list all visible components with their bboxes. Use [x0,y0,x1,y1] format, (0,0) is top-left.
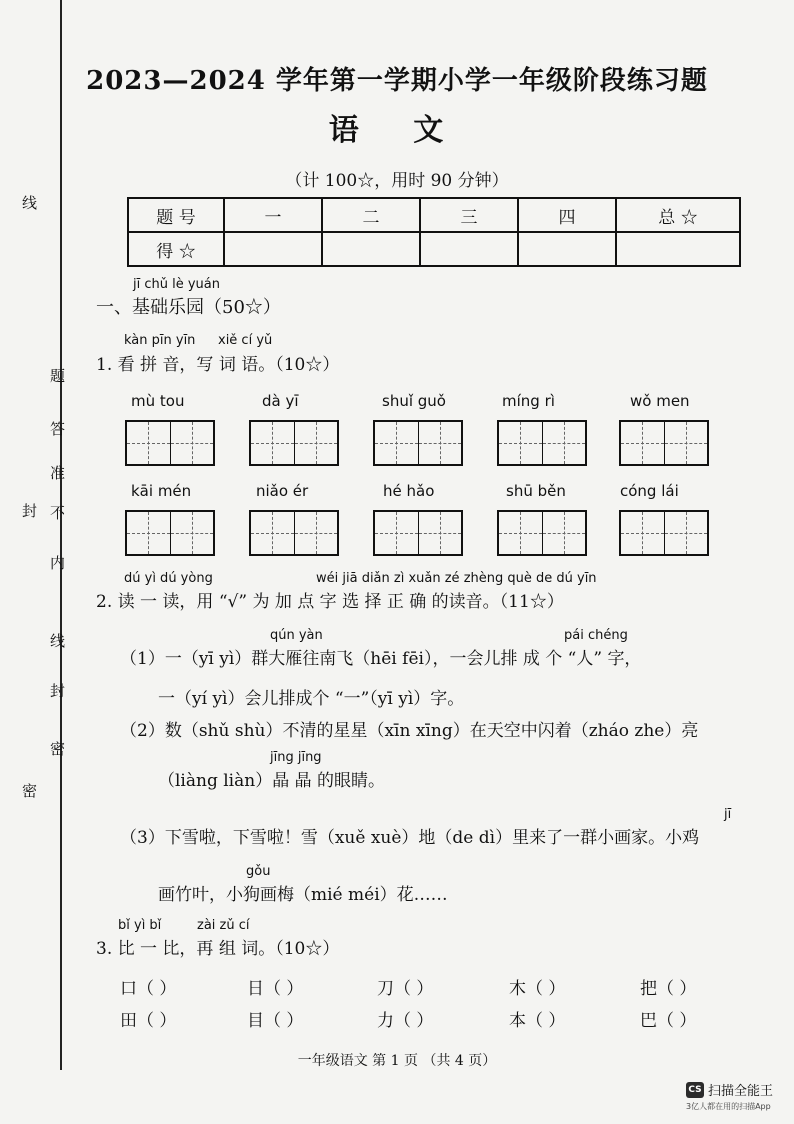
word-pinyin: dà yī [262,392,299,410]
q2-pinyin: gǒu [246,864,271,879]
score-cell: 三 [420,198,518,232]
q2-passage-line: （3）下雪啦，下雪啦！雪（xuě xuè）地（de dì）里来了一群小画家。小鸡 [120,828,700,848]
section-title: 一、基础乐园（50☆） [96,297,281,318]
exam-title: 2023—2024 学年第一学期小学一年级阶段练习题 [86,66,708,96]
score-cell: 总 ☆ [616,198,740,232]
score-input-cell[interactable] [518,232,616,266]
q3-blank[interactable]: 刀（ ） [377,979,434,999]
binding-line [60,0,62,1070]
q2-passage-line: 一（yí yì）会儿排成个 “一”（yī yì）字。 [158,689,465,709]
word-pinyin: hé hǎo [383,482,435,500]
tianzige-box[interactable] [619,420,709,466]
tianzige-box[interactable] [619,510,709,556]
q1-pinyin: xiě cí yǔ [218,333,273,348]
seal-char: 答 [50,420,66,438]
seal-char: 封 [22,502,38,520]
q3-blank[interactable]: 本（ ） [509,1011,566,1031]
q2-prompt: 2. 读 一 读，用 “√” 为 加 点 字 选 择 正 确 的读音。（11☆） [96,592,564,612]
scanner-badge [686,1080,773,1099]
score-input-cell[interactable] [224,232,322,266]
scanner-brand: 扫描全能王 [708,1084,774,1099]
score-table-score-row [128,232,740,266]
q2-pinyin: pái chéng [564,628,628,643]
page-footer: 一年级语文 第 1 页 （共 4 页） [297,1053,497,1069]
score-input-cell[interactable] [420,232,518,266]
score-table [127,197,741,267]
camscanner-logo-icon: CS [686,1082,704,1098]
seal-char: 密 [22,782,38,800]
score-cell: 四 [518,198,616,232]
word-pinyin: kāi mén [131,482,192,500]
q1-pinyin: kàn pīn yīn [124,333,196,348]
tianzige-box[interactable] [373,420,463,466]
score-note: （计 100☆，用时 90 分钟） [285,171,509,191]
tianzige-box[interactable] [249,510,339,556]
seal-char: 线 [50,632,66,650]
q3-blank[interactable]: 日（ ） [247,979,304,999]
seal-char: 密 [50,740,66,758]
word-pinyin: wǒ men [630,392,690,410]
q2-pinyin: jīng jīng [270,750,322,765]
scanner-tagline: 3亿人都在用的扫描App [686,1102,771,1111]
word-pinyin: míng rì [502,392,555,410]
word-pinyin: shuǐ guǒ [382,392,446,410]
tianzige-box[interactable] [125,420,215,466]
tianzige-box[interactable] [497,420,587,466]
score-cell: 一 [224,198,322,232]
q2-passage-line: （2）数（shǔ shù）不清的星星（xīn xīng）在天空中闪着（zháo zhe）亮 [120,721,699,741]
q2-passage-line: 画竹叶，小狗画梅（mié méi）花…… [158,885,448,905]
q2-pinyin: wéi jiā diǎn zì xuǎn zé zhèng què de dú yīn [316,571,597,586]
word-pinyin: mù tou [131,392,185,410]
seal-char: 内 [50,554,66,572]
score-input-cell[interactable] [616,232,740,266]
q2-passage-line: （liàng liàn）晶 晶 的眼睛。 [158,771,386,791]
score-cell: 二 [322,198,420,232]
tianzige-box[interactable] [249,420,339,466]
tianzige-box[interactable] [373,510,463,556]
q1-prompt: 1. 看 拼 音，写 词 语。（10☆） [96,355,340,375]
subject-title: 语 文 [328,113,466,148]
q3-blank[interactable]: 田（ ） [120,1011,177,1031]
score-cell: 题 号 [128,198,224,232]
seal-char: 线 [22,194,38,212]
q3-blank[interactable]: 巴（ ） [640,1011,697,1031]
word-pinyin: shū běn [506,482,566,500]
word-pinyin: niǎo ér [256,482,309,500]
q2-pinyin: dú yì dú yòng [124,571,213,586]
q2-pinyin: jī [724,807,732,822]
q3-pinyin: zài zǔ cí [197,918,250,933]
q3-pinyin: bǐ yì bǐ [118,918,162,933]
q3-blank[interactable]: 口（ ） [120,979,177,999]
q3-blank[interactable]: 目（ ） [247,1011,304,1031]
score-table-header-row [128,198,740,232]
word-pinyin: cóng lái [620,482,679,500]
q3-blank[interactable]: 木（ ） [509,979,566,999]
q3-blank[interactable]: 把（ ） [640,979,697,999]
q2-pinyin: qún yàn [270,628,323,643]
tianzige-box[interactable] [125,510,215,556]
q2-passage-line: （1）一（yī yì）群大雁往南飞（hēi fēi），一会儿排 成 个 “人” 字， [120,649,642,669]
tianzige-box[interactable] [497,510,587,556]
q3-prompt: 3. 比 一 比，再 组 词。（10☆） [96,939,340,959]
score-input-cell[interactable] [322,232,420,266]
section-pinyin: jī chǔ lè yuán [133,277,220,292]
score-cell: 得 ☆ [128,232,224,266]
seal-char: 封 [50,682,66,700]
seal-char: 不 [50,504,66,522]
seal-char: 准 [50,464,66,482]
q3-blank[interactable]: 力（ ） [377,1011,434,1031]
seal-char: 题 [50,367,66,385]
